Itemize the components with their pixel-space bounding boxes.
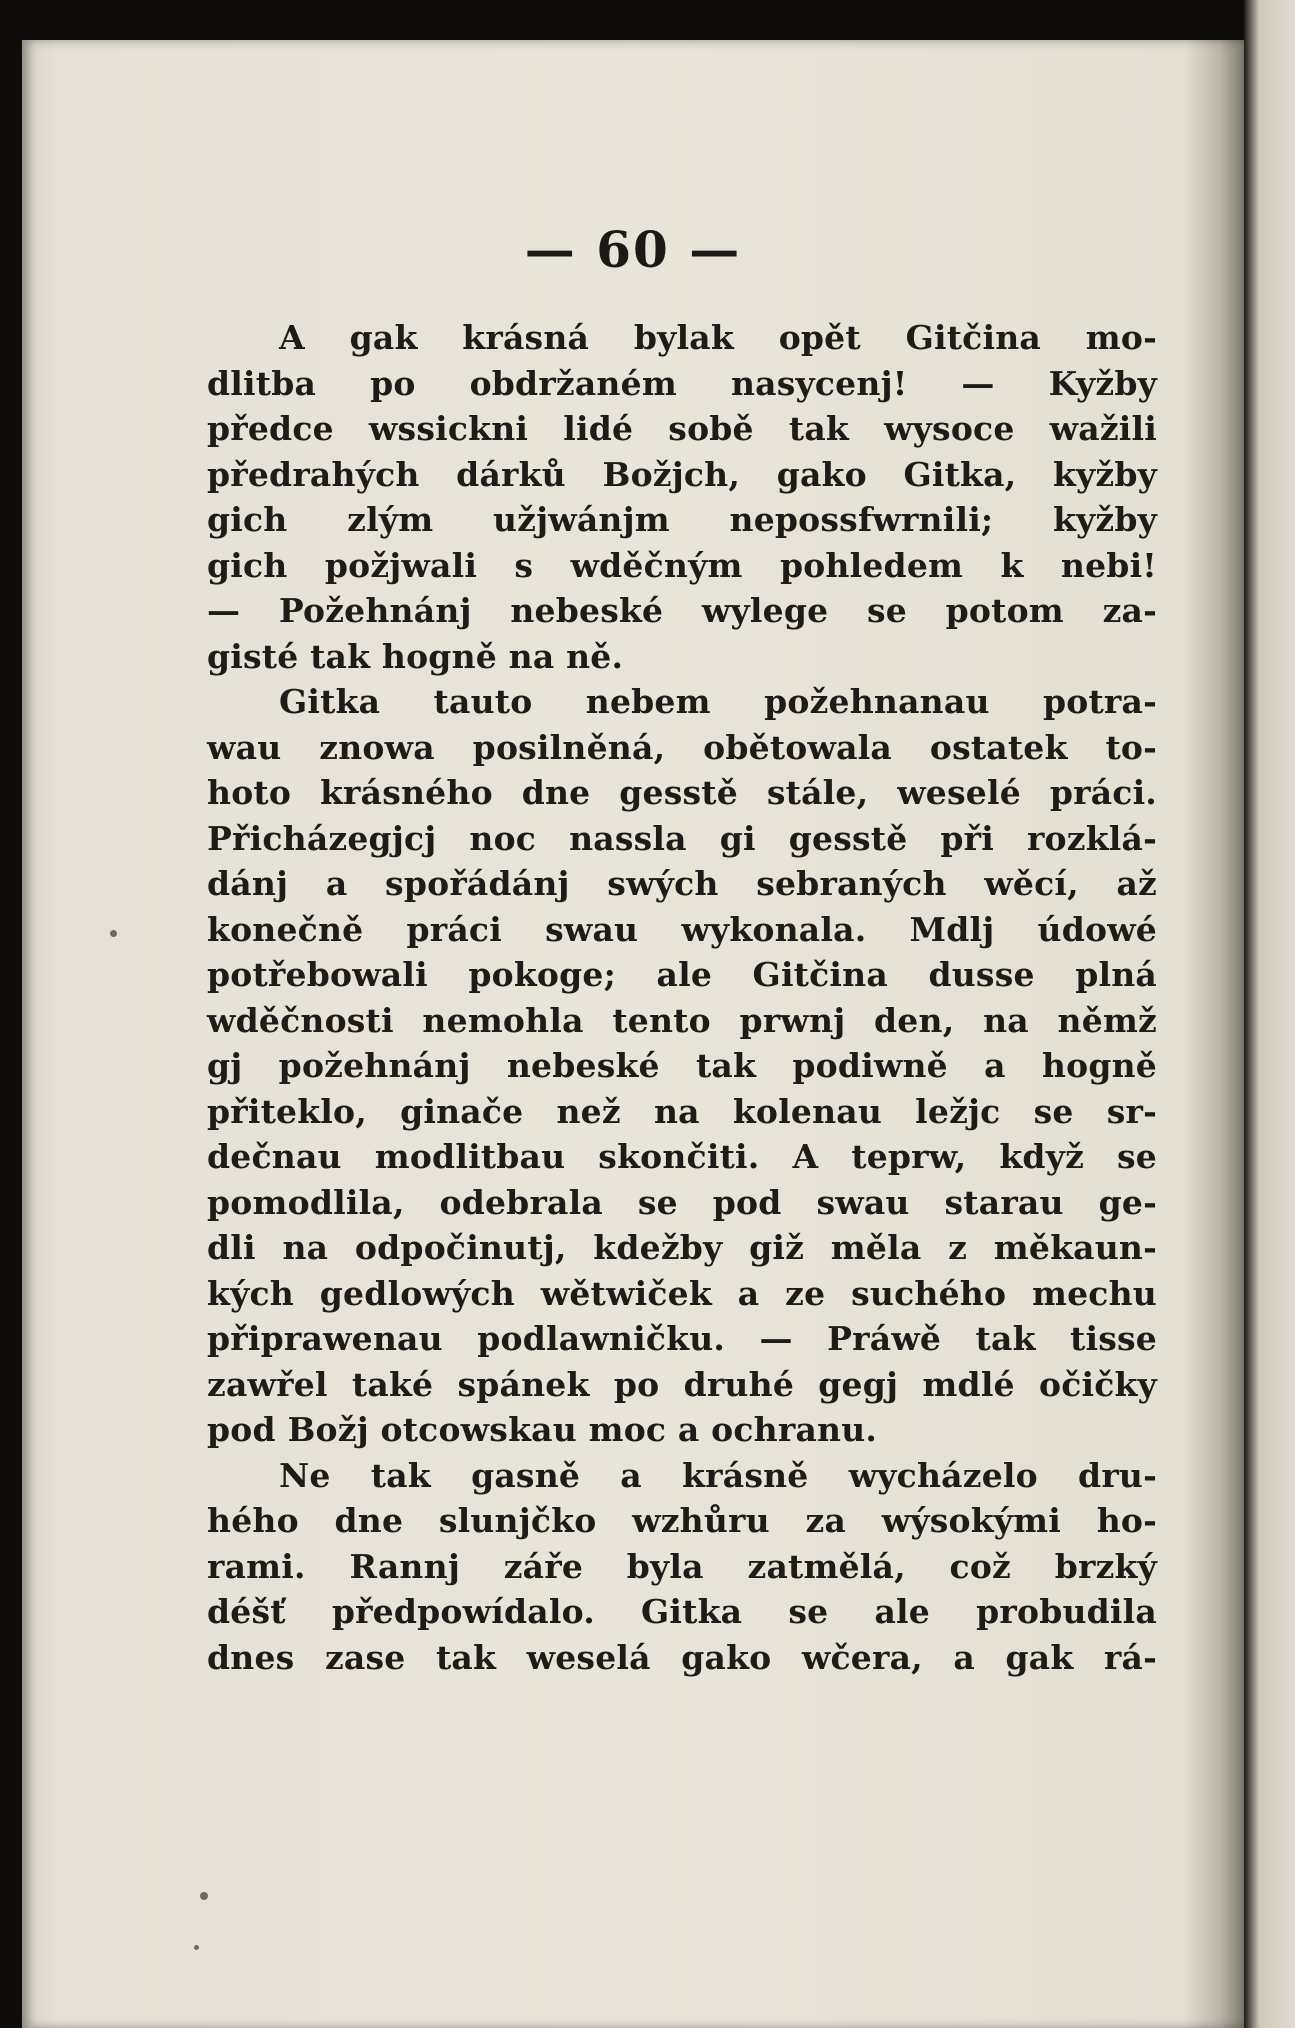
text-line: wděčnosti nemohla tento prwnj den, na němž: [207, 1000, 1157, 1040]
text-line: dnes zase tak weselá gako wčera, a gak rá-: [207, 1637, 1157, 1677]
text-line: pomodlila, odebrala se pod swau starau ge-: [207, 1182, 1157, 1222]
paragraph: [207, 315, 1157, 679]
text-line: hoto krásného dne gesstě stále, weselé práci.: [207, 773, 1157, 812]
text-line: wau znowa posilněná, obětowala ostatek to-: [207, 727, 1157, 767]
text-line: dánj a spořádánj swých sebraných wěcí, až: [207, 864, 1157, 903]
text-line: rami. Rannj záře byla zatmělá, což brzký: [207, 1546, 1157, 1586]
text-line: kých gedlowých wětwiček a ze suchého mechu: [207, 1273, 1157, 1313]
text-line: Ne tak gasně a krásně wycházelo dru-: [279, 1455, 1157, 1495]
text-line: — Požehnánj nebeské wylege se potom za-: [207, 591, 1157, 630]
text-line: A gak krásná bylak opět Gitčina mo-: [279, 318, 1157, 357]
paper-speck: [194, 1945, 199, 1950]
paper-speck: [110, 930, 117, 937]
text-line: Přicházegjcj noc nassla gi gesstě při rozklá-: [207, 818, 1157, 858]
text-line: hého dne slunjčko wzhůru za wýsokými ho-: [207, 1501, 1157, 1540]
text-line: předrahých dárků Božjch, gako Gitka, kyžby: [207, 454, 1157, 494]
book-page: [22, 40, 1244, 2028]
text-line: déšť předpowídalo. Gitka se ale probudila: [207, 1592, 1157, 1631]
text-line: gich požjwali s wděčným pohledem k nebi!: [207, 545, 1157, 585]
text-line: zawřel také spánek po druhé gegj mdlé očičky: [207, 1364, 1157, 1404]
paragraph: [207, 679, 1157, 1453]
text-line: pod Božj otcowskau moc a ochranu.: [207, 1410, 878, 1449]
paper-speck: [200, 1892, 208, 1900]
body-text: [207, 315, 1157, 1680]
text-line: přiteklo, ginače než na kolenau ležjc se sr-: [207, 1091, 1157, 1131]
text-line: připrawenau podlawničku. — Práwě tak tisse: [207, 1319, 1157, 1358]
page-gutter-shadow: [1184, 40, 1244, 2028]
text-line: potřebowali pokoge; ale Gitčina dusse plná: [207, 955, 1157, 994]
text-line: Gitka tauto nebem požehnanau potra-: [279, 682, 1157, 721]
text-line: gisté tak hogně na ně.: [207, 636, 624, 676]
next-page-edge: [1244, 0, 1295, 2028]
text-line: předce wssickni lidé sobě tak wysoce wažili: [207, 409, 1157, 448]
paragraph: [207, 1453, 1157, 1681]
text-line: gj požehnánj nebeské tak podiwně a hogně: [207, 1046, 1157, 1085]
text-line: dli na odpočinutj, kdežby giž měla z měkaun-: [207, 1228, 1157, 1267]
text-line: gich zlým užjwánjm nepossfwrnili; kyžby: [207, 500, 1157, 539]
text-line: konečně práci swau wykonala. Mdlj údowé: [207, 909, 1157, 949]
text-line: dlitba po obdržaném nasycenj! — Kyžby: [207, 363, 1157, 403]
text-line: dečnau modlitbau skončiti. A teprw, když se: [207, 1137, 1157, 1176]
page-number: — 60 —: [524, 220, 742, 279]
